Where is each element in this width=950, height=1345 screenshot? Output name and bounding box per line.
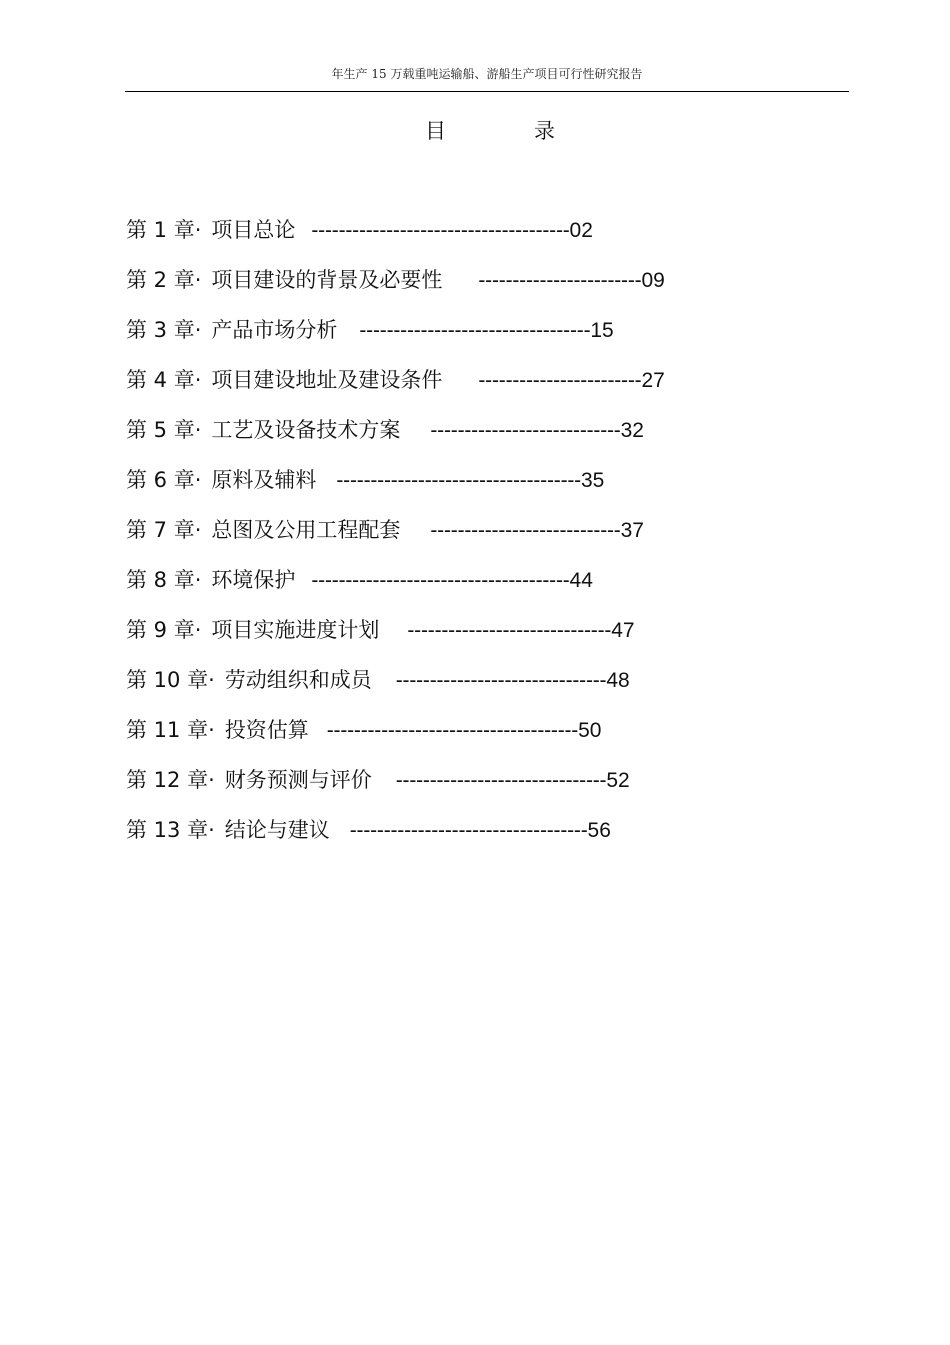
toc-entry[interactable] (126, 312, 826, 362)
toc-entry-leader: ------------------------------ (407, 619, 612, 642)
toc-entry-title: 项目建设地址及建设条件 (211, 368, 443, 392)
toc-title-right: 录 (534, 119, 555, 143)
toc-entry-title: 项目实施进度计划 (211, 618, 380, 642)
toc-entry-title: 财务预测与评价 (224, 768, 372, 792)
toc-entry-leader: ------------------------ (478, 369, 642, 392)
toc-entry-leader: -------------------------------------- (311, 569, 570, 592)
toc-entry[interactable] (126, 212, 826, 262)
toc-entry-page-number: 02 (569, 219, 593, 242)
toc-entry-title: 产品市场分析 (211, 318, 338, 342)
toc-entry-leader: -------------------------------------- (311, 219, 570, 242)
toc-entry-chapter: 第 6 章· (126, 468, 202, 492)
toc-entry-chapter: 第 3 章· (126, 318, 202, 342)
toc-entry[interactable] (126, 462, 826, 512)
toc-entry-leader: ------------------------------- (395, 669, 607, 692)
toc-entry-leader: ---------------------------------- (359, 319, 591, 342)
toc-entry-chapter: 第 8 章· (126, 568, 202, 592)
toc-entry[interactable] (126, 812, 826, 862)
toc-entry-chapter: 第 4 章· (126, 368, 202, 392)
toc-entry-title: 劳动组织和成员 (224, 668, 372, 692)
toc-entry-page-number: 52 (606, 769, 630, 792)
toc-entry-chapter: 第 12 章· (126, 768, 215, 792)
toc-entry-title: 环境保护 (211, 568, 296, 592)
toc-entry-leader: ---------------------------- (430, 519, 621, 542)
toc-entry-page-number: 47 (611, 619, 635, 642)
toc-entry-title: 投资估算 (224, 718, 309, 742)
toc-title (425, 116, 555, 146)
toc-entry[interactable] (126, 262, 826, 312)
toc-entry-chapter: 第 7 章· (126, 518, 202, 542)
toc-entry-chapter: 第 1 章· (126, 218, 202, 242)
toc-entry-page-number: 09 (641, 269, 665, 292)
toc-entry-page-number: 32 (620, 419, 644, 442)
toc-entry-page-number: 44 (569, 569, 593, 592)
toc-entry-chapter: 第 2 章· (126, 268, 202, 292)
toc-entry-chapter: 第 9 章· (126, 618, 202, 642)
toc-entry-title: 总图及公用工程配套 (211, 518, 401, 542)
toc-entry-title: 结论与建议 (224, 818, 330, 842)
toc-entry-page-number: 27 (641, 369, 665, 392)
toc-title-left: 目 (425, 119, 446, 143)
toc-entry-title: 原料及辅料 (211, 468, 317, 492)
toc-entry-page-number: 48 (606, 669, 630, 692)
toc-entry[interactable] (126, 662, 826, 712)
toc-entry-title: 工艺及设备技术方案 (211, 418, 401, 442)
toc-entry-chapter: 第 11 章· (126, 718, 215, 742)
header-rule (125, 91, 849, 92)
toc-entry[interactable] (126, 712, 826, 762)
toc-entry-title: 项目总论 (211, 218, 296, 242)
toc-entry-page-number: 37 (620, 519, 644, 542)
running-header: 年生产 15 万载重吨运输船、游船生产项目可行性研究报告 (331, 67, 643, 81)
toc-entry-chapter: 第 5 章· (126, 418, 202, 442)
toc-entry[interactable] (126, 362, 826, 412)
toc-entry[interactable] (126, 762, 826, 812)
toc-list (126, 212, 826, 862)
toc-entry[interactable] (126, 612, 826, 662)
toc-entry[interactable] (126, 412, 826, 462)
toc-entry-leader: ------------------------------------- (326, 719, 579, 742)
toc-entry-leader: ------------------------ (478, 269, 642, 292)
toc-entry-leader: ----------------------------------- (349, 819, 588, 842)
toc-entry-leader: ------------------------------------ (336, 469, 581, 492)
toc-entry-chapter: 第 10 章· (126, 668, 215, 692)
toc-entry-title: 项目建设的背景及必要性 (211, 268, 443, 292)
toc-entry-leader: ---------------------------- (430, 419, 621, 442)
toc-entry[interactable] (126, 562, 826, 612)
toc-entry-leader: ------------------------------- (395, 769, 607, 792)
toc-entry-page-number: 56 (587, 819, 611, 842)
toc-entry-chapter: 第 13 章· (126, 818, 215, 842)
toc-entry-page-number: 35 (580, 469, 605, 492)
toc-entry[interactable] (126, 512, 826, 562)
toc-entry-page-number: 50 (578, 719, 602, 742)
toc-entry-page-number: 15 (590, 319, 614, 342)
